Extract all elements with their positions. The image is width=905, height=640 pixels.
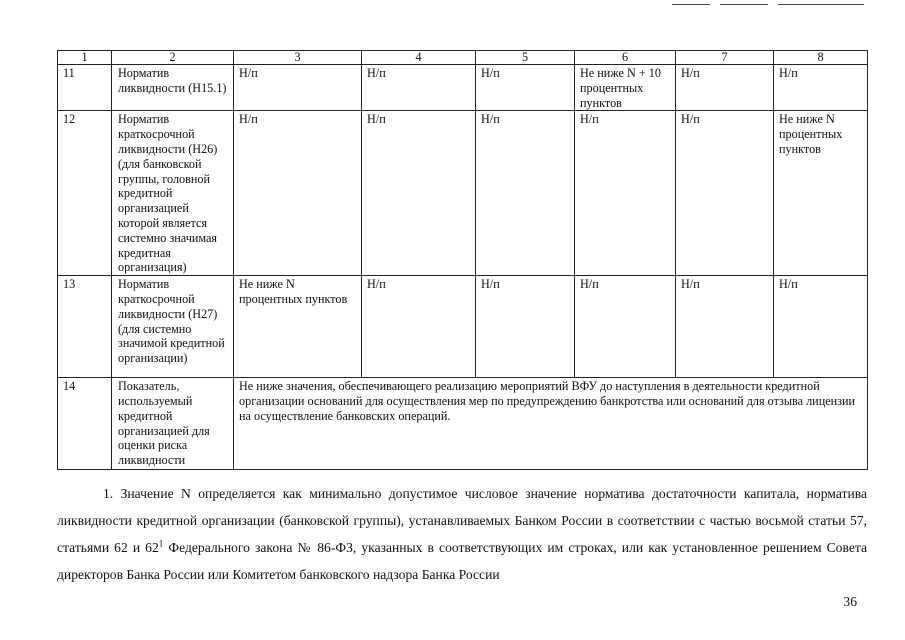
table-cell: Не ниже N процентных пунктов [234, 276, 362, 378]
column-header: 4 [362, 51, 476, 65]
table-row [58, 276, 868, 378]
column-header: 3 [234, 51, 362, 65]
table-row [58, 378, 868, 470]
table-cell: Не ниже N + 10 процентных пунктов [575, 65, 676, 111]
column-header: 6 [575, 51, 676, 65]
column-header: 8 [774, 51, 868, 65]
column-header: 7 [676, 51, 774, 65]
table-cell: Н/п [774, 65, 868, 111]
row-number: 11 [58, 65, 112, 111]
footnote-text [57, 480, 867, 588]
table-cell: Н/п [676, 65, 774, 111]
merged-requirement-cell: Не ниже значения, обеспечивающего реализацию мероприятий ВФУ до наступления в деятельности кредитной организации оснований для осуществления мер по предупреждению банкротства или оснований для отзыва лицензии на осуществление банковских операций. [234, 378, 868, 470]
column-number-row [58, 51, 868, 65]
indicator-name: Показатель, используемый кредитной организацией для оценки риска ликвидности [112, 378, 234, 470]
table-cell: Н/п [476, 111, 575, 276]
indicator-name: Норматив ликвидности (Н15.1) [112, 65, 234, 111]
note-text-part1: 1. Значение N определяется как минимально допустимое числовое значение норматива достаточности капитала, норматива ликвидности кредитной организации (банковской группы), устанавливаемых Банком России в соответствии с частью восьмой статьи 57, статьями 62 и 62 [57, 486, 867, 555]
table-cell: Н/п [234, 65, 362, 111]
table-cell: Не ниже N процентных пунктов [774, 111, 868, 276]
row-number: 14 [58, 378, 112, 470]
note-superscript: 1 [158, 538, 164, 549]
indicator-name: Норматив краткосрочной ликвидности (Н26) (для банковской группы, головной кредитной организацией которой является системно значимая кредитная организация) [112, 111, 234, 276]
indicator-name: Норматив краткосрочной ликвидности (Н27) (для системно значимой кредитной организации) [112, 276, 234, 378]
row-number: 12 [58, 111, 112, 276]
table-row [58, 65, 868, 111]
liquidity-norms-table [57, 50, 868, 470]
row-number: 13 [58, 276, 112, 378]
note-paragraph [57, 480, 867, 588]
table-cell: Н/п [362, 111, 476, 276]
table-cell: Н/п [476, 276, 575, 378]
note-text-part2: Федерального закона № 86-ФЗ, указанных в соответствующих им строках, или как установленное решением Совета директоров Банка России или Комитетом банковского надзора Банка России [57, 540, 867, 582]
table-cell: Н/п [676, 111, 774, 276]
page-number: 36 [843, 594, 857, 609]
table-row [58, 111, 868, 276]
column-header: 5 [476, 51, 575, 65]
table-cell: Н/п [774, 276, 868, 378]
header-rule-middle [720, 4, 768, 5]
table-cell: Н/п [575, 276, 676, 378]
table-cell: Н/п [676, 276, 774, 378]
table-cell: Н/п [362, 276, 476, 378]
table-cell: Н/п [234, 111, 362, 276]
column-header: 1 [58, 51, 112, 65]
table-cell: Н/п [476, 65, 575, 111]
column-header: 2 [112, 51, 234, 65]
table-cell: Н/п [362, 65, 476, 111]
table-cell: Н/п [575, 111, 676, 276]
header-rule-left [672, 4, 710, 5]
header-rule-right [778, 4, 864, 5]
